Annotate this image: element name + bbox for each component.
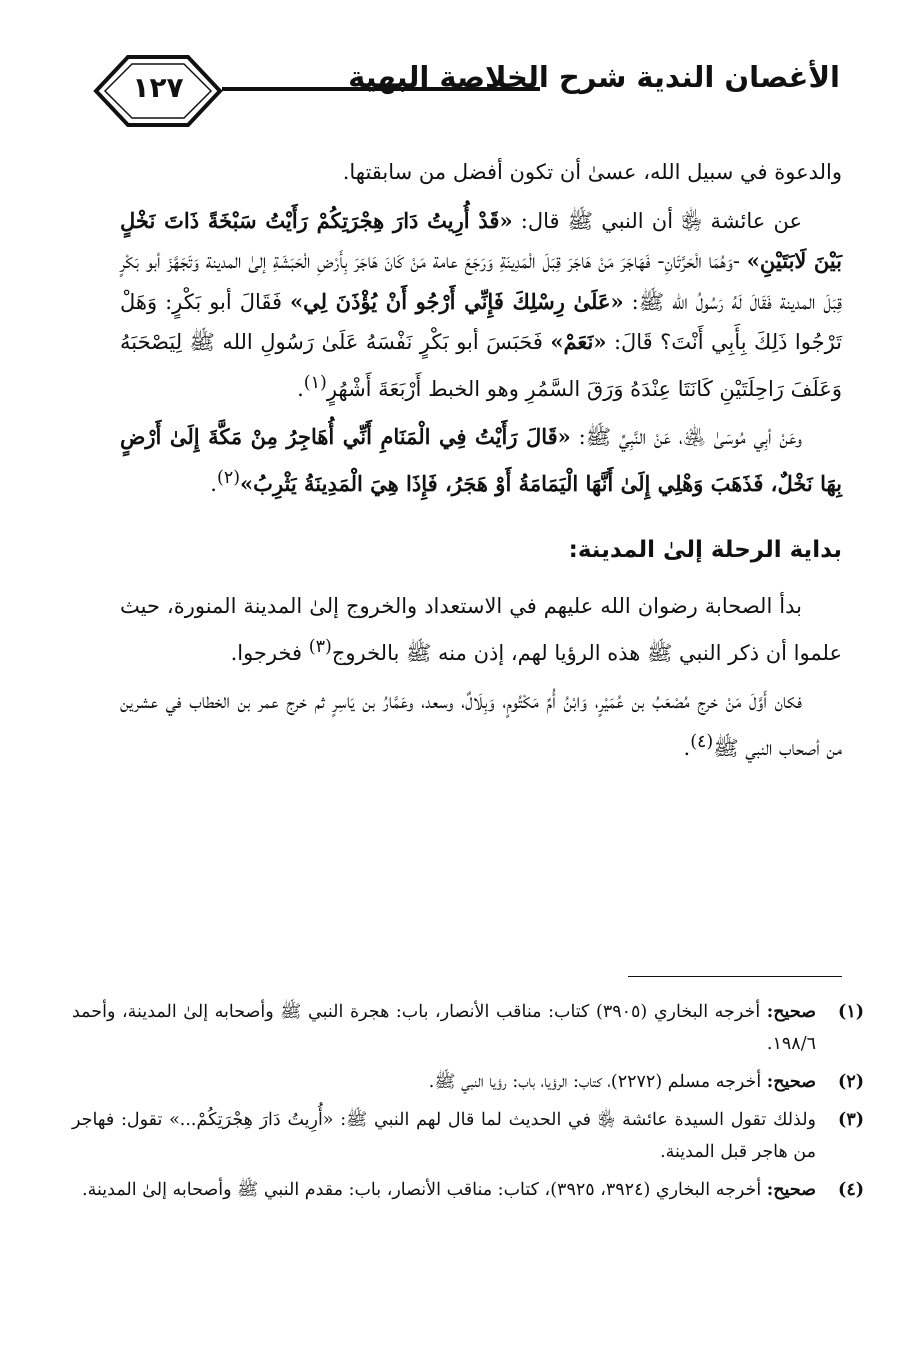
paragraph-3 bbox=[120, 417, 842, 504]
hadith-quote: «قَدْ أُرِيتُ دَارَ هِجْرَتِكُمْ رَأَيْتُ سَبْخَةً ذَاتَ نَخْلٍ بَيْنَ لَابَتَيْنِ» bbox=[120, 207, 842, 273]
paragraph-2-text: فَقَالَ أبو بَكْرٍ: وَهَلْ تَرْجُوا ذَلِكَ بِأَبِي أَنْتَ؟ قَالَ: bbox=[120, 289, 842, 354]
page-number: ١٢٧ bbox=[132, 71, 184, 104]
hadith-quote: «عَلَىٰ رِسْلِكَ فَإِنِّي أَرْجُو أَنْ يُؤْذَنَ لِي» bbox=[290, 288, 624, 314]
paragraph-2-text: . bbox=[297, 376, 304, 401]
footnote-number: (١) bbox=[838, 1002, 864, 1022]
paragraph-4-text: بدأ الصحابة رضوان الله عليهم في الاستعداد والخروج إلىٰ المدينة المنورة، حيث علموا أن ذكر النبي ﷺ هذه الرؤيا لهم، إذن منه ﷺ بالخروج bbox=[120, 594, 842, 665]
paragraph-3-text: وعَنْ أبِي مُوسَىٰ ﵁، عَنْ النَّبِيِّ ﷺ: bbox=[570, 425, 802, 449]
footnote bbox=[72, 996, 864, 1060]
footnote-ref: (٣) bbox=[308, 636, 332, 657]
paragraph-2-text: فَحَبَسَ أبو بَكْرٍ نَفْسَهُ عَلَىٰ رَسُولِ الله ﷺ لِيَصْحَبَهُ وَعَلَفَ رَاحِلَتَيْنِ كَانَتَا عِنْدَهُ وَرَقَ السَّمُرِ وهو الخبط أَرْبَعَةَ أَشْهُرٍ bbox=[120, 330, 842, 401]
header-rule bbox=[222, 87, 540, 91]
paragraph-5-text: . bbox=[683, 735, 691, 760]
section-heading: بداية الرحلة إلىٰ المدينة: bbox=[568, 537, 842, 563]
footnote-text: أخرجه مسلم (٢٢٧٢)، كتاب: الرؤيا، باب: رؤيا النبي ﷺ. bbox=[428, 1072, 767, 1092]
footnote-ref: (١) bbox=[303, 372, 327, 393]
footnote-number: (٢) bbox=[838, 1072, 864, 1092]
footnote-grade: صحيح: bbox=[766, 1072, 816, 1092]
footnote-number: (٣) bbox=[838, 1110, 864, 1130]
main-text bbox=[120, 152, 842, 776]
footnote-text: أخرجه البخاري (٣٩٠٥) كتاب: مناقب الأنصار، باب: هجرة النبي ﷺ وأصحابه إلىٰ المدينة، وأحمد ١٩٨/٦. bbox=[72, 1002, 816, 1054]
paragraph-5-text: فكان أَوَّلَ مَنْ خرج مُصْعَبُ بن عُمَيْرٍ، وَابْنُ أُمِّ مَكْتُومٍ، وَبِلَالٌ، وسعد، وعَمَّارُ بن يَاسِرٍ ثم خرج عمر بن الخطاب في عشرين من أصحاب النبي ﷺ bbox=[120, 689, 842, 760]
footnote bbox=[72, 1104, 864, 1168]
footnotes bbox=[72, 996, 864, 1212]
footnote-ref: (٤) bbox=[690, 731, 714, 752]
page-number-badge bbox=[92, 52, 224, 130]
footnote-grade: صحيح: bbox=[766, 1002, 816, 1022]
paragraph-2-text: -وَهُمَا الْحَرَّتَانِ- فَهَاجَرَ مَنْ هَاجَرَ قِبَلَ الْمَدِينَةِ وَرَجَعَ عامة مَنْ كَانَ هَاجَرَ بِأَرْضِ الْحَبَشَةِ إلىٰ المدينة وَتَجَهَّزَ أبو بَكْرٍ قِبَلَ المدينة فَقَالَ لَهُ رَسُولُ الله ﷺ: bbox=[120, 249, 842, 314]
footnote-grade: صحيح: bbox=[766, 1180, 816, 1200]
paragraph-4 bbox=[120, 586, 842, 673]
paragraph-3-text: . bbox=[210, 471, 217, 496]
paragraph-2 bbox=[120, 201, 842, 410]
footnote-text: ولذلك تقول السيدة عائشة ﵂ في الحديث لما قال لهم النبي ﷺ: «أُرِيتُ دَارَ هِجْرَتِكُمْ...» تقول: فهاجر من هاجر قبل المدينة. bbox=[72, 1110, 816, 1162]
paragraph-1 bbox=[120, 152, 842, 193]
footnote-text: أخرجه البخاري (٣٩٢٤، ٣٩٢٥)، كتاب: مناقب الأنصار، باب: مقدم النبي ﷺ وأصحابه إلىٰ المدينة. bbox=[82, 1180, 767, 1200]
paragraph-2-text: عن عائشة ﵂ أن النبي ﷺ قال: bbox=[512, 208, 802, 233]
page-header bbox=[92, 52, 840, 130]
hadith-quote: «قَالَ رَأَيْتُ فِي الْمَنَامِ أَنِّي أُهَاجِرُ مِنْ مَكَّةَ إِلَىٰ أَرْضٍ بِهَا نَخْلٌ، فَذَهَبَ وَهْلِي إِلَىٰ أَنَّهَا الْيَمَامَةُ أَوْ هَجَرُ، فَإِذَا هِيَ الْمَدِينَةُ يَثْرِبُ» bbox=[120, 424, 842, 496]
footnote-ref: (٢) bbox=[216, 467, 241, 488]
paragraph-1-text: والدعوة في سبيل الله، عسىٰ أن تكون أفضل من سابقتها. bbox=[342, 160, 842, 184]
paragraph-4-text: فخرجوا. bbox=[230, 640, 309, 665]
footnote bbox=[72, 1066, 864, 1098]
paragraph-5 bbox=[120, 681, 842, 768]
hadith-quote: «نَعَمْ» bbox=[550, 329, 607, 354]
running-title: الأغصان الندية شرح الخلاصة البهية bbox=[348, 60, 840, 94]
footnote-separator bbox=[628, 976, 842, 977]
footnote-number: (٤) bbox=[838, 1180, 864, 1200]
footnote bbox=[72, 1174, 864, 1206]
